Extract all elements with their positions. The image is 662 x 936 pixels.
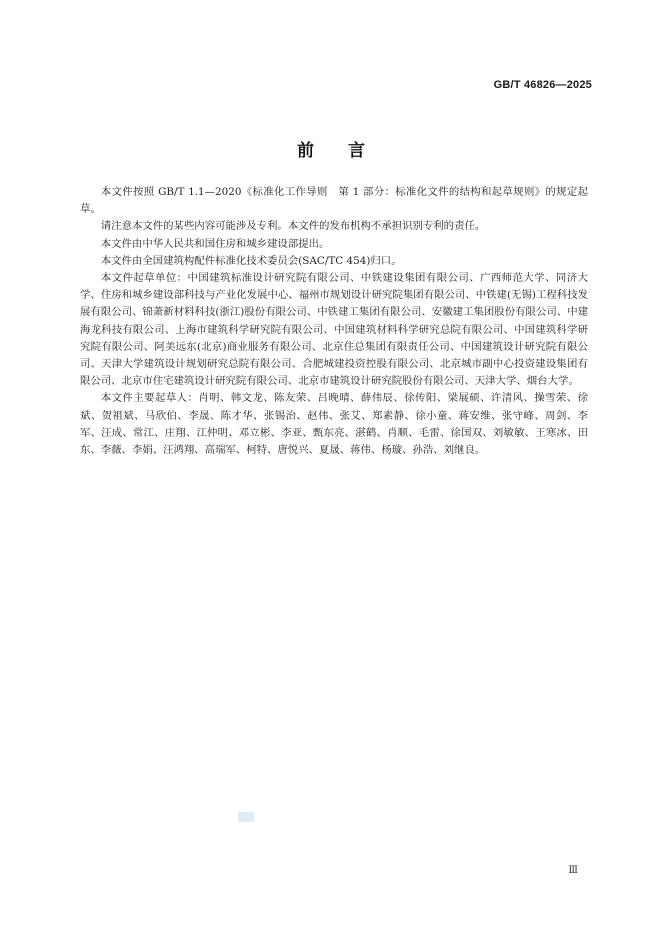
paragraph-under-jurisdiction: 本文件由全国建筑构配件标准化技术委员会(SAC/TC 454)归口。 <box>100 254 402 267</box>
paragraph-patent-notice: 请注意本文件的某些内容可能涉及专利。本文件的发布机构不承担识别专利的责任。 <box>100 220 486 233</box>
paragraph-drafting-units: 本文件起草单位：中国建筑标准设计研究院有限公司、中铁建设集团有限公司、广西师范大学、同济大学、住房和城乡建设部科技与产业化发展中心、福州市规划设计研究院集团有限公司、中铁建(无锡)工程科技发展有限公司、锦萧新材料科技(浙江)股份有限公司、中铁建工集团有限公司、安徽建工集团股份有限公司、中建海龙科技有限公司、上海市建筑科学研究院有限公司、中国建筑材料科学研究总院有限公司、中国建筑科学研究院有限公司、阿美远东(北京)商业服务有限公司、北京住总集团有限责任公司、中国建筑设计研究院有限公司、天津大学建筑设计规划研究总院有限公司、合肥城建投资控股有限公司、北京城市副中心投资建设集团有限公司、北京市住宅建筑设计研究院有限公司、北京市建筑设计研究院股份有限公司、天津大学、烟台大学。 <box>80 272 588 388</box>
paragraph-drafting-rules: 本文件按照 GB/T 1.1—2020《标准化工作导则 第 1 部分：标准化文件的结构和起草规则》的规定起草。 <box>80 186 588 216</box>
paragraph-proposed-by: 本文件由中华人民共和国住房和城乡建设部提出。 <box>100 237 330 250</box>
page-number: Ⅲ <box>568 865 578 876</box>
page-title: 前言 <box>297 141 399 161</box>
foreword-body <box>80 184 588 459</box>
document-number: GB/T 46826—2025 <box>493 79 592 91</box>
watermark-stamp <box>238 812 254 822</box>
paragraph-main-drafters: 本文件主要起草人：肖明、韩文龙、陈友荣、吕晚晴、薛伟辰、徐传阳、梁展硕、许清风、操雪荣、徐斌、贺祖斌、马欣伯、李晟、陈才华、张锡治、赵伟、张艾、郑素静、徐小童、蒋安维、张守峰、周剑、李军、汪成、常江、庄翔、江仲明、邓立彬、李亚、甄东亮、湛鹤、肖顺、毛雷、徐国双、刘敏敏、王寒冰、田东、李薇、李娟、汪鸿翔、高瑞军、柯特、唐悦兴、夏晟、蒋伟、杨璇、孙浩、刘继良。 <box>80 392 588 457</box>
